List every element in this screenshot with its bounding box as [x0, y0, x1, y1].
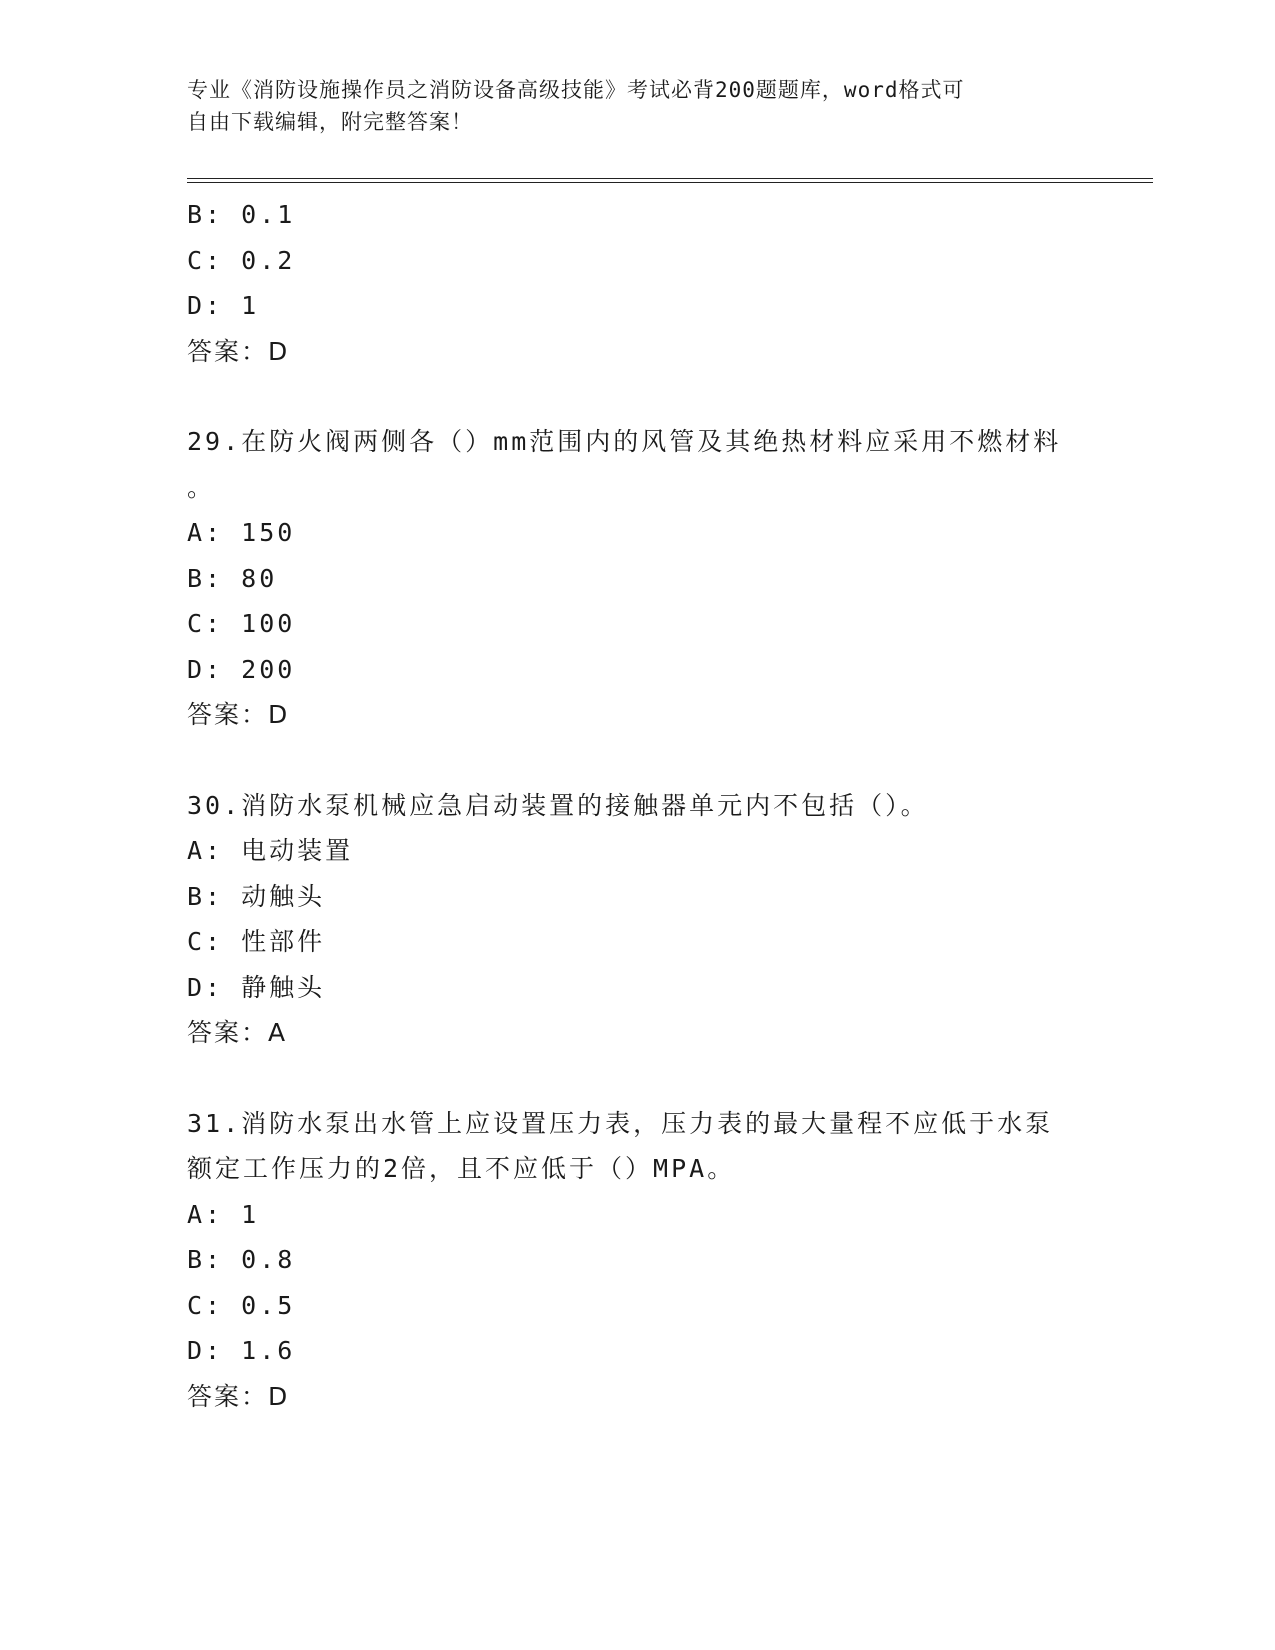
document-header — [187, 74, 1067, 138]
option-a: A: 1 — [187, 1199, 260, 1229]
header-line-2: 自由下载编辑，附完整答案！ — [187, 110, 473, 134]
answer-line: 答案：D — [187, 700, 290, 729]
option-d: D: 静触头 — [187, 972, 326, 1002]
option-d: D: 1 — [187, 291, 260, 320]
question-31 — [187, 1101, 1087, 1420]
question-29 — [187, 419, 1087, 738]
question-stem-line-1: 29.在防火阀两侧各（）mm范围内的风管及其绝热材料应采用不燃材料 — [187, 427, 1062, 456]
option-a: A: 电动装置 — [187, 836, 354, 865]
question-stem-line-1: 31.消防水泵出水管上应设置压力表，压力表的最大量程不应低于水泵 — [187, 1108, 1054, 1138]
question-30 — [187, 783, 1087, 1056]
question-stem-line-1: 30.消防水泵机械应急启动装置的接触器单元内不包括（）。 — [187, 790, 929, 820]
option-c: C: 性部件 — [187, 927, 326, 956]
option-c: C: 0.2 — [187, 245, 296, 275]
header-divider — [187, 178, 1153, 183]
answer-line: 答案：D — [187, 1381, 290, 1411]
option-b: B: 0.8 — [187, 1245, 296, 1274]
question-list — [187, 192, 1087, 1464]
option-c: C: 100 — [187, 609, 296, 638]
answer-line: 答案：A — [187, 1018, 288, 1047]
option-d: D: 200 — [187, 654, 296, 684]
answer-line: 答案：D — [187, 336, 290, 366]
option-b: B: 动触头 — [187, 881, 326, 911]
header-line-1: 专业《消防设施操作员之消防设备高级技能》考试必背200题题库，word格式可 — [187, 78, 965, 102]
option-b: B: 80 — [187, 563, 278, 593]
option-a: A: 150 — [187, 518, 296, 547]
option-c: C: 0.5 — [187, 1290, 296, 1320]
question-28-continuation — [187, 192, 1087, 374]
question-stem-line-2: 。 — [187, 472, 216, 502]
option-d: D: 1.6 — [187, 1336, 296, 1365]
option-b: B: 0.1 — [187, 200, 296, 229]
question-stem-line-2: 额定工作压力的2倍，且不应低于（）MPA。 — [187, 1154, 736, 1183]
